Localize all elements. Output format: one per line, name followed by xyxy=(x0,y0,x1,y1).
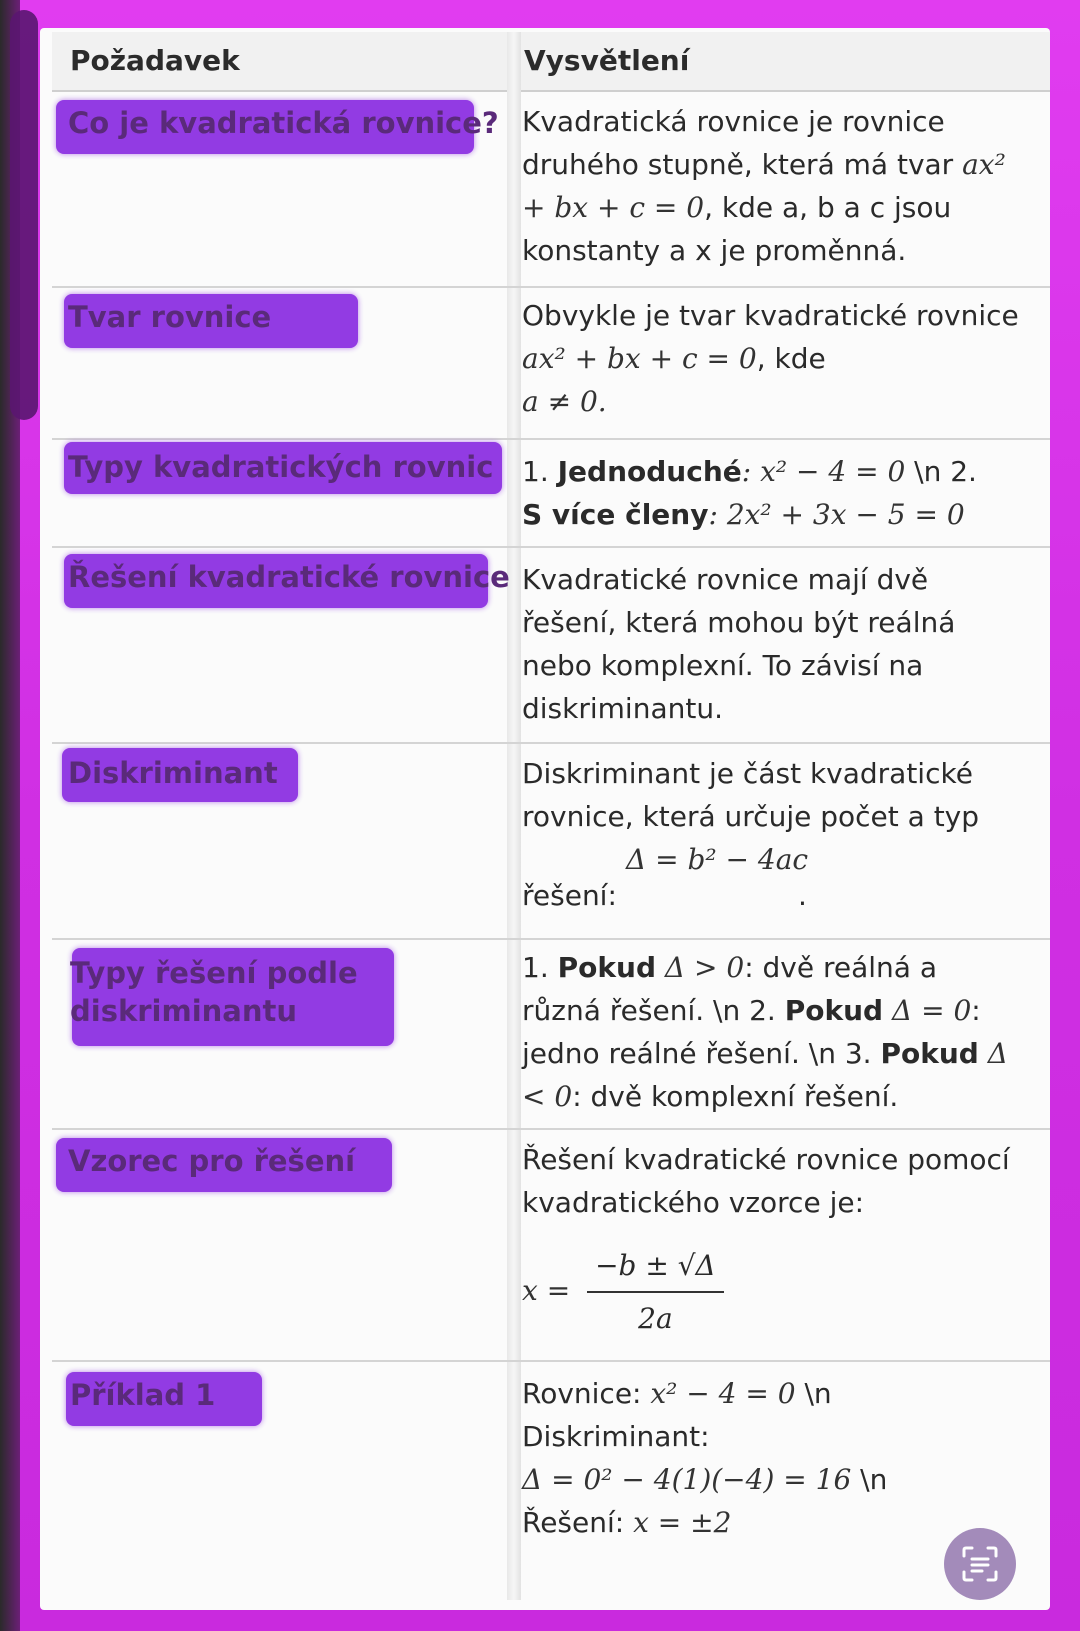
row-label: Typy kvadratických rovnic xyxy=(68,450,494,484)
row-label: Příklad 1 xyxy=(70,1378,216,1412)
expl-text: : jedno reálné řešení. \n 3. xyxy=(522,994,981,1070)
expl-math: : x² − 4 = 0 xyxy=(741,455,906,488)
expl-text: 1. xyxy=(522,455,558,488)
row-explanation xyxy=(522,946,1022,1118)
expl-math: : 2x² + 3x − 5 = 0 xyxy=(708,498,965,531)
example-line xyxy=(522,1372,1022,1415)
quadratic-formula xyxy=(522,1244,1022,1340)
expl-text: řešení: xyxy=(522,879,617,912)
expl-bold: Pokud xyxy=(784,994,884,1027)
expl-bold: S více členy xyxy=(522,498,709,531)
expl-text: \n xyxy=(795,1377,832,1410)
header-requirement: Požadavek xyxy=(70,44,240,77)
expl-math: ax² + bx + c = 0 xyxy=(522,342,757,375)
table-row xyxy=(52,90,1050,288)
expl-text: 1. xyxy=(522,951,558,984)
expl-math: x = ±2 xyxy=(633,1506,732,1539)
expl-text: \n xyxy=(851,1463,888,1496)
row-label: Typy řešení podle diskriminantu xyxy=(70,956,358,1028)
formula-fraction xyxy=(587,1244,724,1340)
expl-text: : dvě reálná a různá řešení. \n 2. xyxy=(522,951,938,1027)
row-label: Diskriminant xyxy=(68,756,278,790)
example-line: Diskriminant: xyxy=(522,1420,710,1453)
row-label: Tvar rovnice xyxy=(68,300,272,334)
fraction-numerator: −b ± √Δ xyxy=(587,1244,724,1293)
expl-math: Δ < 0 xyxy=(522,1037,1008,1113)
row-label: Vzorec pro řešení xyxy=(68,1144,356,1178)
discriminant-formula-block xyxy=(522,838,1022,924)
expl-math: x² − 4 = 0 xyxy=(650,1377,796,1410)
fraction-denominator: 2a xyxy=(638,1302,673,1335)
expl-text: : dvě komplexní řešení. xyxy=(572,1080,899,1113)
row-explanation xyxy=(522,100,1022,272)
expl-math: Δ > 0 xyxy=(655,951,745,984)
text-scan-glyph xyxy=(960,1544,1000,1584)
table-header xyxy=(52,32,1050,92)
row-explanation xyxy=(522,1372,1022,1544)
row-explanation xyxy=(522,294,1022,423)
expl-text: . xyxy=(798,879,807,912)
row-explanation xyxy=(522,752,1022,924)
expl-text: Obvykle je tvar kvadratické rovnice xyxy=(522,299,1019,332)
expl-math: Δ = 0² − 4(1)(−4) = 16 xyxy=(522,1463,852,1496)
explanation-table xyxy=(52,32,1050,1600)
expl-bold: Pokud xyxy=(880,1037,979,1070)
table-row xyxy=(52,1128,1050,1362)
table-row xyxy=(52,742,1050,940)
marker-stroke xyxy=(10,10,38,420)
row-explanation xyxy=(522,1138,1022,1340)
expl-text: , kde a, b a c jsou konstanty a x je proměnná. xyxy=(522,191,952,267)
table-row xyxy=(52,938,1050,1130)
row-explanation xyxy=(522,450,1022,536)
expl-math: a ≠ 0. xyxy=(522,385,607,418)
expl-text: \n 2. xyxy=(905,455,977,488)
table-row xyxy=(52,286,1050,440)
expl-text: Řešení: xyxy=(522,1506,634,1539)
formula-lhs: x = xyxy=(522,1274,571,1307)
expl-math: ax² + bx + c = 0 xyxy=(522,148,1006,224)
expl-text: , kde xyxy=(756,342,826,375)
row-label: Co je kvadratická rovnice? xyxy=(68,106,499,140)
expl-math: Δ = b² − 4ac xyxy=(626,843,809,876)
row-explanation: Kvadratické rovnice mají dvě řešení, která mohou být reálná nebo komplexní. To závisí na diskriminantu. xyxy=(522,563,956,725)
expl-text: Kvadratická rovnice je rovnice druhého stupně, která má tvar xyxy=(522,105,954,181)
table-row xyxy=(52,438,1050,548)
example-line xyxy=(522,1458,1022,1501)
expl-text: Řešení kvadratické rovnice pomocí kvadratického vzorce je: xyxy=(522,1143,1010,1219)
row-label: Řešení kvadratické rovnice xyxy=(68,560,510,594)
example-line xyxy=(522,1501,1022,1544)
header-explanation: Vysvětlení xyxy=(524,44,690,77)
expl-bold: Jednoduché xyxy=(557,455,742,488)
expl-text: Rovnice: xyxy=(522,1377,651,1410)
expl-bold: Pokud xyxy=(557,951,656,984)
table-row xyxy=(52,1360,1050,1600)
text-scan-icon[interactable] xyxy=(944,1528,1016,1600)
expl-text: Diskriminant je část kvadratické rovnice, která určuje počet a typ xyxy=(522,757,980,833)
expl-math: Δ = 0 xyxy=(883,994,972,1027)
table-row xyxy=(52,546,1050,744)
